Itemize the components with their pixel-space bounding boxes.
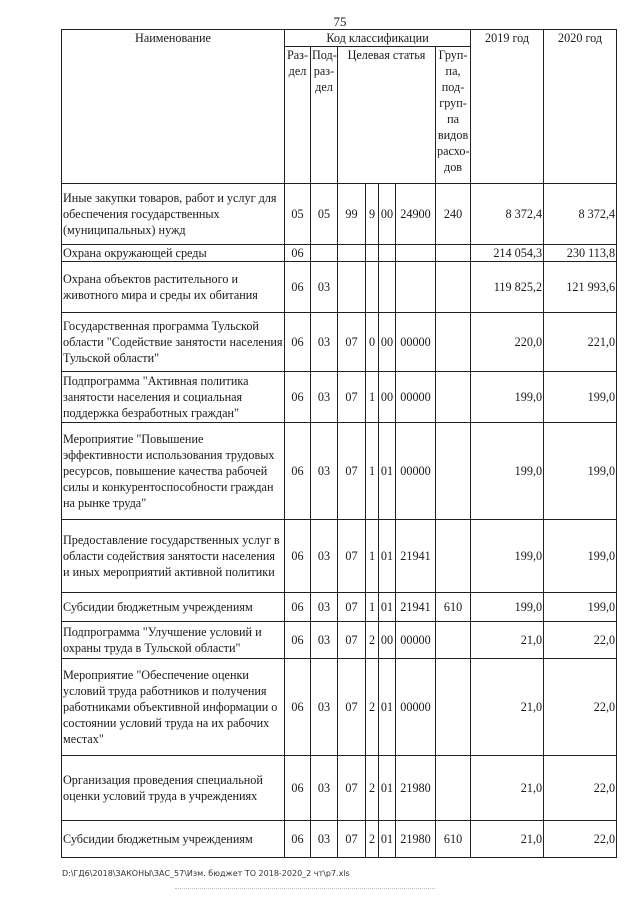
row-name: Охрана окружающей среды — [62, 245, 285, 262]
expense-group-cell: 610 — [436, 821, 471, 858]
subsection-cell — [311, 245, 338, 262]
amount-2019-cell: 199,0 — [471, 423, 544, 520]
target-subprogram-cell: 1 — [366, 423, 379, 520]
amount-2020-cell: 221,0 — [544, 313, 617, 372]
expense-group-cell: 240 — [436, 184, 471, 245]
amount-2020-cell: 199,0 — [544, 520, 617, 593]
row-name: Субсидии бюджетным учреждениям — [62, 593, 285, 622]
target-program-cell: 07 — [338, 593, 366, 622]
table-row — [62, 423, 617, 520]
target-direction-cell: 00000 — [396, 423, 436, 520]
table-row — [62, 622, 617, 659]
section-cell: 06 — [285, 622, 311, 659]
expense-group-cell — [436, 659, 471, 756]
table-row — [62, 372, 617, 423]
target-direction-cell: 21980 — [396, 821, 436, 858]
expense-group-cell — [436, 756, 471, 821]
target-subprogram-cell: 2 — [366, 659, 379, 756]
target-measure-cell: 01 — [379, 659, 396, 756]
target-measure-cell — [379, 262, 396, 313]
header-row-1 — [62, 30, 617, 47]
target-program-cell: 07 — [338, 821, 366, 858]
target-program-cell: 07 — [338, 622, 366, 659]
header-subsection: Под- раз- дел — [311, 47, 338, 184]
target-program-cell — [338, 262, 366, 313]
target-subprogram-cell: 1 — [366, 372, 379, 423]
amount-2020-cell: 199,0 — [544, 372, 617, 423]
target-direction-cell: 00000 — [396, 372, 436, 423]
file-path-footer: D:\ГД6\2018\ЗАКОНЫ\ЗАС_57\Изм. бюджет ТО 2018-2020_2 чт\р7.xls — [62, 869, 350, 878]
expense-group-cell: 610 — [436, 593, 471, 622]
header-2020: 2020 год — [544, 30, 617, 184]
subsection-cell: 03 — [311, 593, 338, 622]
subsection-cell: 03 — [311, 821, 338, 858]
target-subprogram-cell: 0 — [366, 313, 379, 372]
section-cell: 06 — [285, 423, 311, 520]
section-cell: 06 — [285, 593, 311, 622]
row-name: Организация проведения специальной оценки условий труда в учреждениях — [62, 756, 285, 821]
table-row — [62, 593, 617, 622]
target-measure-cell: 01 — [379, 756, 396, 821]
header-name: Наименование — [62, 30, 285, 184]
section-cell: 06 — [285, 372, 311, 423]
target-measure-cell: 01 — [379, 593, 396, 622]
target-direction-cell: 21941 — [396, 520, 436, 593]
target-direction-cell: 21941 — [396, 593, 436, 622]
amount-2019-cell: 214 054,3 — [471, 245, 544, 262]
subsection-cell: 03 — [311, 423, 338, 520]
target-subprogram-cell: 2 — [366, 756, 379, 821]
header-code: Код классификации — [285, 30, 471, 47]
section-cell: 06 — [285, 659, 311, 756]
header-target: Целевая статья — [338, 47, 436, 184]
amount-2019-cell: 199,0 — [471, 593, 544, 622]
budget-table — [61, 29, 617, 858]
amount-2020-cell: 22,0 — [544, 659, 617, 756]
section-cell: 06 — [285, 245, 311, 262]
page-number: 75 — [333, 14, 347, 29]
amount-2019-cell: 8 372,4 — [471, 184, 544, 245]
section-cell: 06 — [285, 262, 311, 313]
target-program-cell: 07 — [338, 756, 366, 821]
header-group: Груп- па, под- груп- па видов расхо- дов — [436, 47, 471, 184]
table-row — [62, 520, 617, 593]
target-direction-cell — [396, 262, 436, 313]
amount-2019-cell: 21,0 — [471, 659, 544, 756]
row-name: Иные закупки товаров, работ и услуг для обеспечения государственных (муниципальных) нужд — [62, 184, 285, 245]
amount-2020-cell: 199,0 — [544, 423, 617, 520]
amount-2019-cell: 199,0 — [471, 520, 544, 593]
amount-2019-cell: 199,0 — [471, 372, 544, 423]
table-row — [62, 659, 617, 756]
subsection-cell: 03 — [311, 520, 338, 593]
target-subprogram-cell — [366, 262, 379, 313]
amount-2020-cell: 22,0 — [544, 756, 617, 821]
row-name: Подпрограмма "Активная политика занятости населения и социальная поддержка безработных граждан" — [62, 372, 285, 423]
table-row — [62, 184, 617, 245]
subsection-cell: 03 — [311, 262, 338, 313]
subsection-cell: 03 — [311, 372, 338, 423]
row-name: Охрана объектов растительного и животного мира и среды их обитания — [62, 262, 285, 313]
row-name: Мероприятие "Обеспечение оценки условий труда работников и получения работниками объективной информации о состоянии условий труда на их рабочих местах" — [62, 659, 285, 756]
subsection-cell: 03 — [311, 659, 338, 756]
target-subprogram-cell: 2 — [366, 821, 379, 858]
section-cell: 06 — [285, 520, 311, 593]
row-name: Подпрограмма "Улучшение условий и охраны труда в Тульской области" — [62, 622, 285, 659]
expense-group-cell — [436, 245, 471, 262]
subsection-cell: 05 — [311, 184, 338, 245]
target-measure-cell: 01 — [379, 423, 396, 520]
target-direction-cell: 24900 — [396, 184, 436, 245]
target-direction-cell: 00000 — [396, 313, 436, 372]
amount-2020-cell: 121 993,6 — [544, 262, 617, 313]
amount-2020-cell: 230 113,8 — [544, 245, 617, 262]
target-subprogram-cell — [366, 245, 379, 262]
expense-group-cell — [436, 622, 471, 659]
target-subprogram-cell: 9 — [366, 184, 379, 245]
expense-group-cell — [436, 262, 471, 313]
amount-2019-cell: 21,0 — [471, 821, 544, 858]
table-row — [62, 262, 617, 313]
expense-group-cell — [436, 423, 471, 520]
target-measure-cell: 00 — [379, 313, 396, 372]
subsection-cell: 03 — [311, 756, 338, 821]
target-subprogram-cell: 1 — [366, 593, 379, 622]
row-name: Субсидии бюджетным учреждениям — [62, 821, 285, 858]
header-2019: 2019 год — [471, 30, 544, 184]
target-program-cell: 07 — [338, 313, 366, 372]
subsection-cell: 03 — [311, 622, 338, 659]
scan-artifact-line — [175, 888, 435, 889]
amount-2019-cell: 21,0 — [471, 756, 544, 821]
amount-2019-cell: 220,0 — [471, 313, 544, 372]
target-program-cell: 07 — [338, 423, 366, 520]
target-program-cell: 07 — [338, 372, 366, 423]
row-name: Предоставление государственных услуг в области содействия занятости населения и иных мероприятий активной политики — [62, 520, 285, 593]
section-cell: 06 — [285, 821, 311, 858]
section-cell: 06 — [285, 313, 311, 372]
section-cell: 06 — [285, 756, 311, 821]
amount-2020-cell: 22,0 — [544, 622, 617, 659]
target-program-cell: 07 — [338, 520, 366, 593]
amount-2020-cell: 8 372,4 — [544, 184, 617, 245]
table-row — [62, 245, 617, 262]
row-name: Государственная программа Тульской области "Содействие занятости населения Тульской области" — [62, 313, 285, 372]
target-measure-cell: 00 — [379, 372, 396, 423]
target-program-cell: 99 — [338, 184, 366, 245]
row-name: Мероприятие "Повышение эффективности использования трудовых ресурсов, повышение качества рабочей силы и конкурентоспособности граждан на рынке труда" — [62, 423, 285, 520]
expense-group-cell — [436, 372, 471, 423]
target-program-cell — [338, 245, 366, 262]
subsection-cell: 03 — [311, 313, 338, 372]
target-measure-cell: 00 — [379, 184, 396, 245]
target-measure-cell: 00 — [379, 622, 396, 659]
table-row — [62, 313, 617, 372]
target-measure-cell: 01 — [379, 520, 396, 593]
target-direction-cell: 00000 — [396, 622, 436, 659]
table-row — [62, 756, 617, 821]
target-measure-cell: 01 — [379, 821, 396, 858]
header-section: Раз- дел — [285, 47, 311, 184]
expense-group-cell — [436, 520, 471, 593]
target-direction-cell: 21980 — [396, 756, 436, 821]
amount-2019-cell: 21,0 — [471, 622, 544, 659]
amount-2020-cell: 199,0 — [544, 593, 617, 622]
amount-2019-cell: 119 825,2 — [471, 262, 544, 313]
amount-2020-cell: 22,0 — [544, 821, 617, 858]
target-program-cell: 07 — [338, 659, 366, 756]
expense-group-cell — [436, 313, 471, 372]
target-subprogram-cell: 1 — [366, 520, 379, 593]
table-row — [62, 821, 617, 858]
target-direction-cell — [396, 245, 436, 262]
section-cell: 05 — [285, 184, 311, 245]
target-measure-cell — [379, 245, 396, 262]
target-direction-cell: 00000 — [396, 659, 436, 756]
target-subprogram-cell: 2 — [366, 622, 379, 659]
